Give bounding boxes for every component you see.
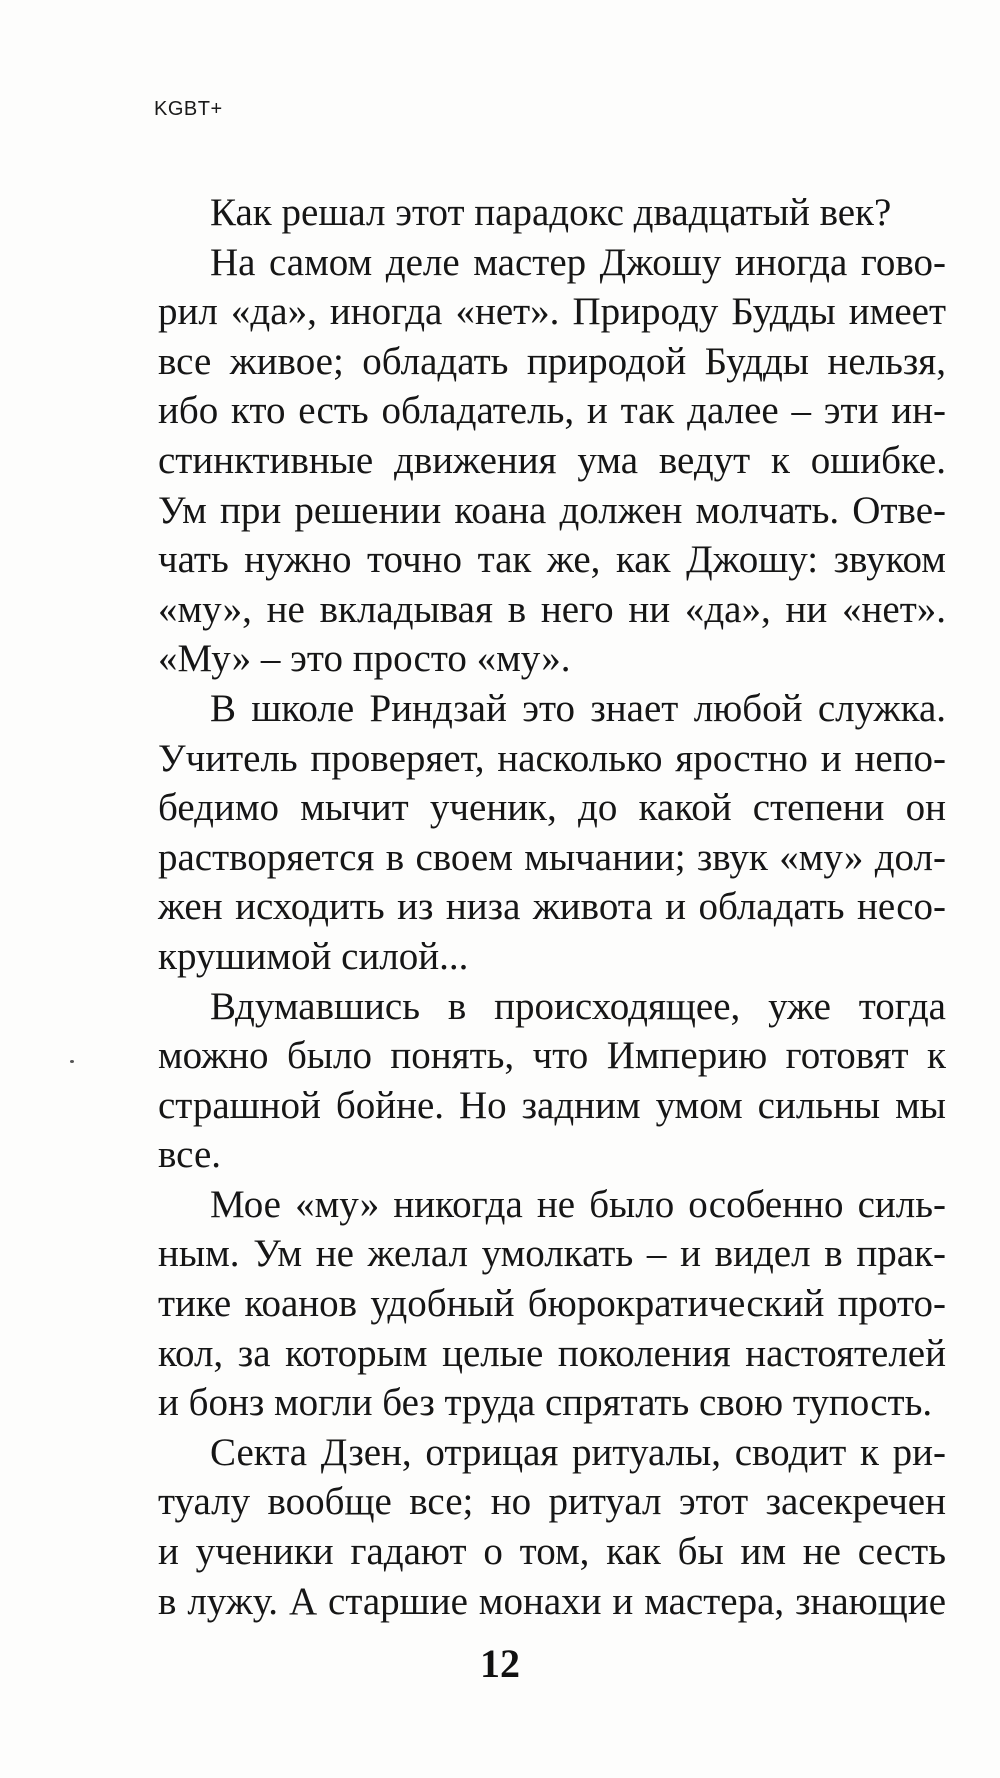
text-line: На самом деле мастер Джошу иногда гово- bbox=[210, 240, 946, 284]
text-line: жен исходить из низа живота и обладать несо- bbox=[158, 885, 946, 929]
text-line: крушимой силой... bbox=[158, 934, 469, 978]
text-line: кол, за которым целые поколения настоятелей bbox=[158, 1331, 946, 1375]
text-line: растворяется в своем мычании; звук «му» дол- bbox=[158, 835, 946, 879]
text-line: рил «да», иногда «нет». Природу Будды имеет bbox=[158, 290, 946, 334]
text-line: «Му» – это просто «му». bbox=[158, 637, 571, 681]
text-line: ибо кто есть обладатель, и так далее – эти ин- bbox=[158, 389, 946, 433]
text-line: в лужу. А старшие монахи и мастера, знающие bbox=[158, 1579, 946, 1623]
text-line: чать нужно точно так же, как Джошу: звуком bbox=[158, 538, 946, 582]
text-line: все. bbox=[158, 1133, 222, 1177]
text-line: ным. Ум не желал умолкать – и видел в прак- bbox=[158, 1232, 946, 1276]
text-line: туалу вообще все; но ритуал этот засекречен bbox=[158, 1480, 946, 1524]
text-line: Мое «му» никогда не было особенно силь- bbox=[210, 1182, 946, 1226]
text-line: Секта Дзен, отрицая ритуалы, сводит к ри- bbox=[210, 1430, 946, 1474]
text-line: Вдумавшись в происходящее, уже тогда bbox=[210, 984, 946, 1028]
body-text bbox=[158, 188, 946, 1626]
text-line: Как решал этот парадокс двадцатый век? bbox=[210, 191, 892, 234]
text-line: можно было понять, что Империю готовят к bbox=[158, 1034, 946, 1078]
text-line: тике коанов удобный бюрократический прото- bbox=[158, 1282, 946, 1326]
text-line: бедимо мычит ученик, до какой степени он bbox=[158, 786, 946, 830]
scan-speck bbox=[70, 1060, 74, 1063]
text-line: и бонз могли без труда спрятать свою тупость. bbox=[158, 1381, 933, 1425]
text-line: Ум при решении коана должен молчать. Отве- bbox=[158, 488, 946, 532]
page-number: 12 bbox=[480, 1641, 520, 1686]
text-line: В школе Риндзай это знает любой служка. bbox=[210, 686, 946, 730]
text-line: Учитель проверяет, насколько яростно и непо- bbox=[158, 736, 946, 780]
text-line: стинктивные движения ума ведут к ошибке. bbox=[158, 438, 946, 482]
text-line: «му», не вкладывая в него ни «да», ни «нет». bbox=[158, 587, 946, 631]
text-line: все живое; обладать природой Будды нельзя, bbox=[158, 339, 946, 383]
running-head: KGBT+ bbox=[154, 98, 223, 120]
text-line: страшной бойне. Но задним умом сильны мы bbox=[158, 1083, 946, 1127]
text-line: и ученики гадают о том, как бы им не сесть bbox=[158, 1530, 946, 1574]
